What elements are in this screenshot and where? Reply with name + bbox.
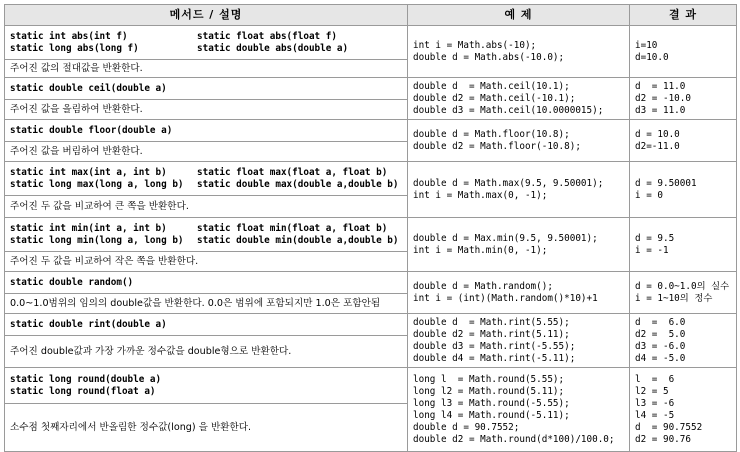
method-signature-row xyxy=(5,272,737,294)
signature-text: static double random() xyxy=(10,276,134,288)
method-signature-row xyxy=(5,368,737,404)
signature-text: static int min(int a, int b) xyxy=(10,222,167,234)
example-line: int i = (int)(Math.random()*10)+1 xyxy=(413,292,598,304)
result-values xyxy=(630,78,737,120)
result-line: d = 0.0~1.0의 실수 xyxy=(635,280,730,292)
example-code xyxy=(408,368,630,452)
example-line: long l3 = Math.round(-5.55); xyxy=(413,397,570,409)
result-line: d2 = -10.0 xyxy=(635,92,691,104)
result-values xyxy=(630,218,737,272)
example-code xyxy=(408,78,630,120)
method-description: 주어진 두 값을 비교하여 큰 쪽을 반환한다. xyxy=(5,196,408,218)
signature-text: static float min(float a, float b) xyxy=(197,222,388,234)
result-line: d = 11.0 xyxy=(635,80,686,92)
result-line: d3 = 11.0 xyxy=(635,104,686,116)
signature-text: static double min(double a,double b) xyxy=(197,234,399,246)
result-line: i=10 xyxy=(635,39,658,51)
example-line: double d = Math.random(); xyxy=(413,280,553,292)
signature-text: static double abs(double a) xyxy=(197,42,349,54)
result-line: d4 = -5.0 xyxy=(635,352,686,364)
example-code xyxy=(408,272,630,314)
method-signature-row xyxy=(5,26,737,60)
header-result: 결 과 xyxy=(630,5,737,26)
method-signature-row xyxy=(5,314,737,336)
example-line: double d = Max.min(9.5, 9.50001); xyxy=(413,232,598,244)
signature-line xyxy=(10,167,402,179)
example-line: double d = Math.abs(-10.0); xyxy=(413,51,565,63)
example-line: int i = Math.min(0, -1); xyxy=(413,244,548,256)
method-description: 주어진 값을 올림하여 반환한다. xyxy=(5,100,408,120)
signature-text: static int max(int a, int b) xyxy=(10,166,167,178)
result-values xyxy=(630,368,737,452)
example-code xyxy=(408,26,630,78)
signature-text: static double max(double a,double b) xyxy=(197,178,399,190)
result-line: d = 10.0 xyxy=(635,128,680,140)
result-line: d = 9.50001 xyxy=(635,177,697,189)
method-signature-row xyxy=(5,78,737,100)
result-line: d = 90.7552 xyxy=(635,421,703,433)
signature-text: static int abs(int f) xyxy=(10,30,128,42)
result-line: d2=-11.0 xyxy=(635,140,680,152)
result-values xyxy=(630,26,737,78)
example-line: int i = Math.max(0, -1); xyxy=(413,189,548,201)
signature-text: static long round(float a) xyxy=(10,385,156,397)
signature-line xyxy=(10,386,402,398)
example-code xyxy=(408,314,630,368)
signature-text: static double ceil(double a) xyxy=(10,82,167,94)
method-signature xyxy=(5,368,408,404)
signature-line xyxy=(10,223,402,235)
example-line: double d2 = Math.round(d*100)/100.0; xyxy=(413,433,615,445)
example-line: double d = Math.max(9.5, 9.50001); xyxy=(413,177,604,189)
signature-line xyxy=(10,235,402,247)
example-line: double d4 = Math.rint(-5.11); xyxy=(413,352,576,364)
signature-line xyxy=(10,43,402,55)
result-values xyxy=(630,120,737,162)
method-signature xyxy=(5,272,408,294)
result-line: i = 1~10의 정수 xyxy=(635,292,713,304)
signature-text: static double rint(double a) xyxy=(10,318,167,330)
signature-text: static float abs(float f) xyxy=(197,30,337,42)
method-signature xyxy=(5,314,408,336)
result-line: d = 6.0 xyxy=(635,316,686,328)
result-values xyxy=(630,314,737,368)
example-line: double d2 = Math.ceil(-10.1); xyxy=(413,92,576,104)
example-line: double d2 = Math.rint(5.11); xyxy=(413,328,570,340)
method-signature xyxy=(5,162,408,196)
method-description: 주어진 값을 버림하여 반환한다. xyxy=(5,142,408,162)
result-line: d = 9.5 xyxy=(635,232,675,244)
example-line: long l = Math.round(5.55); xyxy=(413,373,565,385)
example-code xyxy=(408,162,630,218)
signature-text: static long max(long a, long b) xyxy=(10,178,184,190)
method-signature xyxy=(5,120,408,142)
header-row xyxy=(5,5,737,26)
method-description: 주어진 두 값을 비교하여 작은 쪽을 반환한다. xyxy=(5,252,408,272)
signature-text: static long min(long a, long b) xyxy=(10,234,184,246)
example-line: long l2 = Math.round(5.11); xyxy=(413,385,565,397)
method-signature-row xyxy=(5,162,737,196)
example-line: double d = Math.ceil(10.1); xyxy=(413,80,570,92)
signature-line xyxy=(10,125,402,137)
result-values xyxy=(630,272,737,314)
result-line: d=10.0 xyxy=(635,51,669,63)
header-example: 예 제 xyxy=(408,5,630,26)
method-description: 주어진 값의 절대값을 반환한다. xyxy=(5,60,408,78)
result-values xyxy=(630,162,737,218)
result-line: l4 = -5 xyxy=(635,409,675,421)
result-line: l = 6 xyxy=(635,373,675,385)
method-signature-row xyxy=(5,120,737,142)
signature-text: static long round(double a) xyxy=(10,373,162,385)
example-line: double d2 = Math.floor(-10.8); xyxy=(413,140,581,152)
example-line: int i = Math.abs(-10); xyxy=(413,39,537,51)
result-line: i = -1 xyxy=(635,244,669,256)
example-line: double d = Math.floor(10.8); xyxy=(413,128,570,140)
signature-text: static float max(float a, float b) xyxy=(197,166,388,178)
result-line: d2 = 90.76 xyxy=(635,433,691,445)
signature-line xyxy=(10,319,402,331)
header-method: 메서드 / 설명 xyxy=(5,5,408,26)
example-line: double d = Math.rint(5.55); xyxy=(413,316,570,328)
method-signature-row xyxy=(5,218,737,252)
example-line: double d3 = Math.rint(-5.55); xyxy=(413,340,576,352)
method-signature xyxy=(5,26,408,60)
math-methods-table xyxy=(4,4,737,452)
result-line: l3 = -6 xyxy=(635,397,675,409)
example-code xyxy=(408,218,630,272)
signature-line xyxy=(10,277,402,289)
example-code xyxy=(408,120,630,162)
result-line: d3 = -6.0 xyxy=(635,340,686,352)
signature-line xyxy=(10,83,402,95)
signature-line xyxy=(10,374,402,386)
method-description: 주어진 double값과 가장 가까운 정수값을 double형으로 반환한다. xyxy=(5,336,408,368)
signature-text: static long abs(long f) xyxy=(10,42,139,54)
signature-line xyxy=(10,179,402,191)
example-line: double d3 = Math.ceil(10.0000015); xyxy=(413,104,604,116)
example-line: long l4 = Math.round(-5.11); xyxy=(413,409,570,421)
result-line: l2 = 5 xyxy=(635,385,669,397)
method-signature xyxy=(5,218,408,252)
signature-text: static double floor(double a) xyxy=(10,124,173,136)
result-line: i = 0 xyxy=(635,189,663,201)
result-line: d2 = 5.0 xyxy=(635,328,686,340)
method-description: 0.0~1.0범위의 임의의 double값을 반환한다. 0.0은 범위에 포함되지만 1.0은 포함안됨 xyxy=(5,294,408,314)
method-description: 소수점 첫째자리에서 반올림한 정수값(long) 을 반환한다. xyxy=(5,404,408,452)
example-line: double d = 90.7552; xyxy=(413,421,520,433)
signature-line xyxy=(10,31,402,43)
method-signature xyxy=(5,78,408,100)
